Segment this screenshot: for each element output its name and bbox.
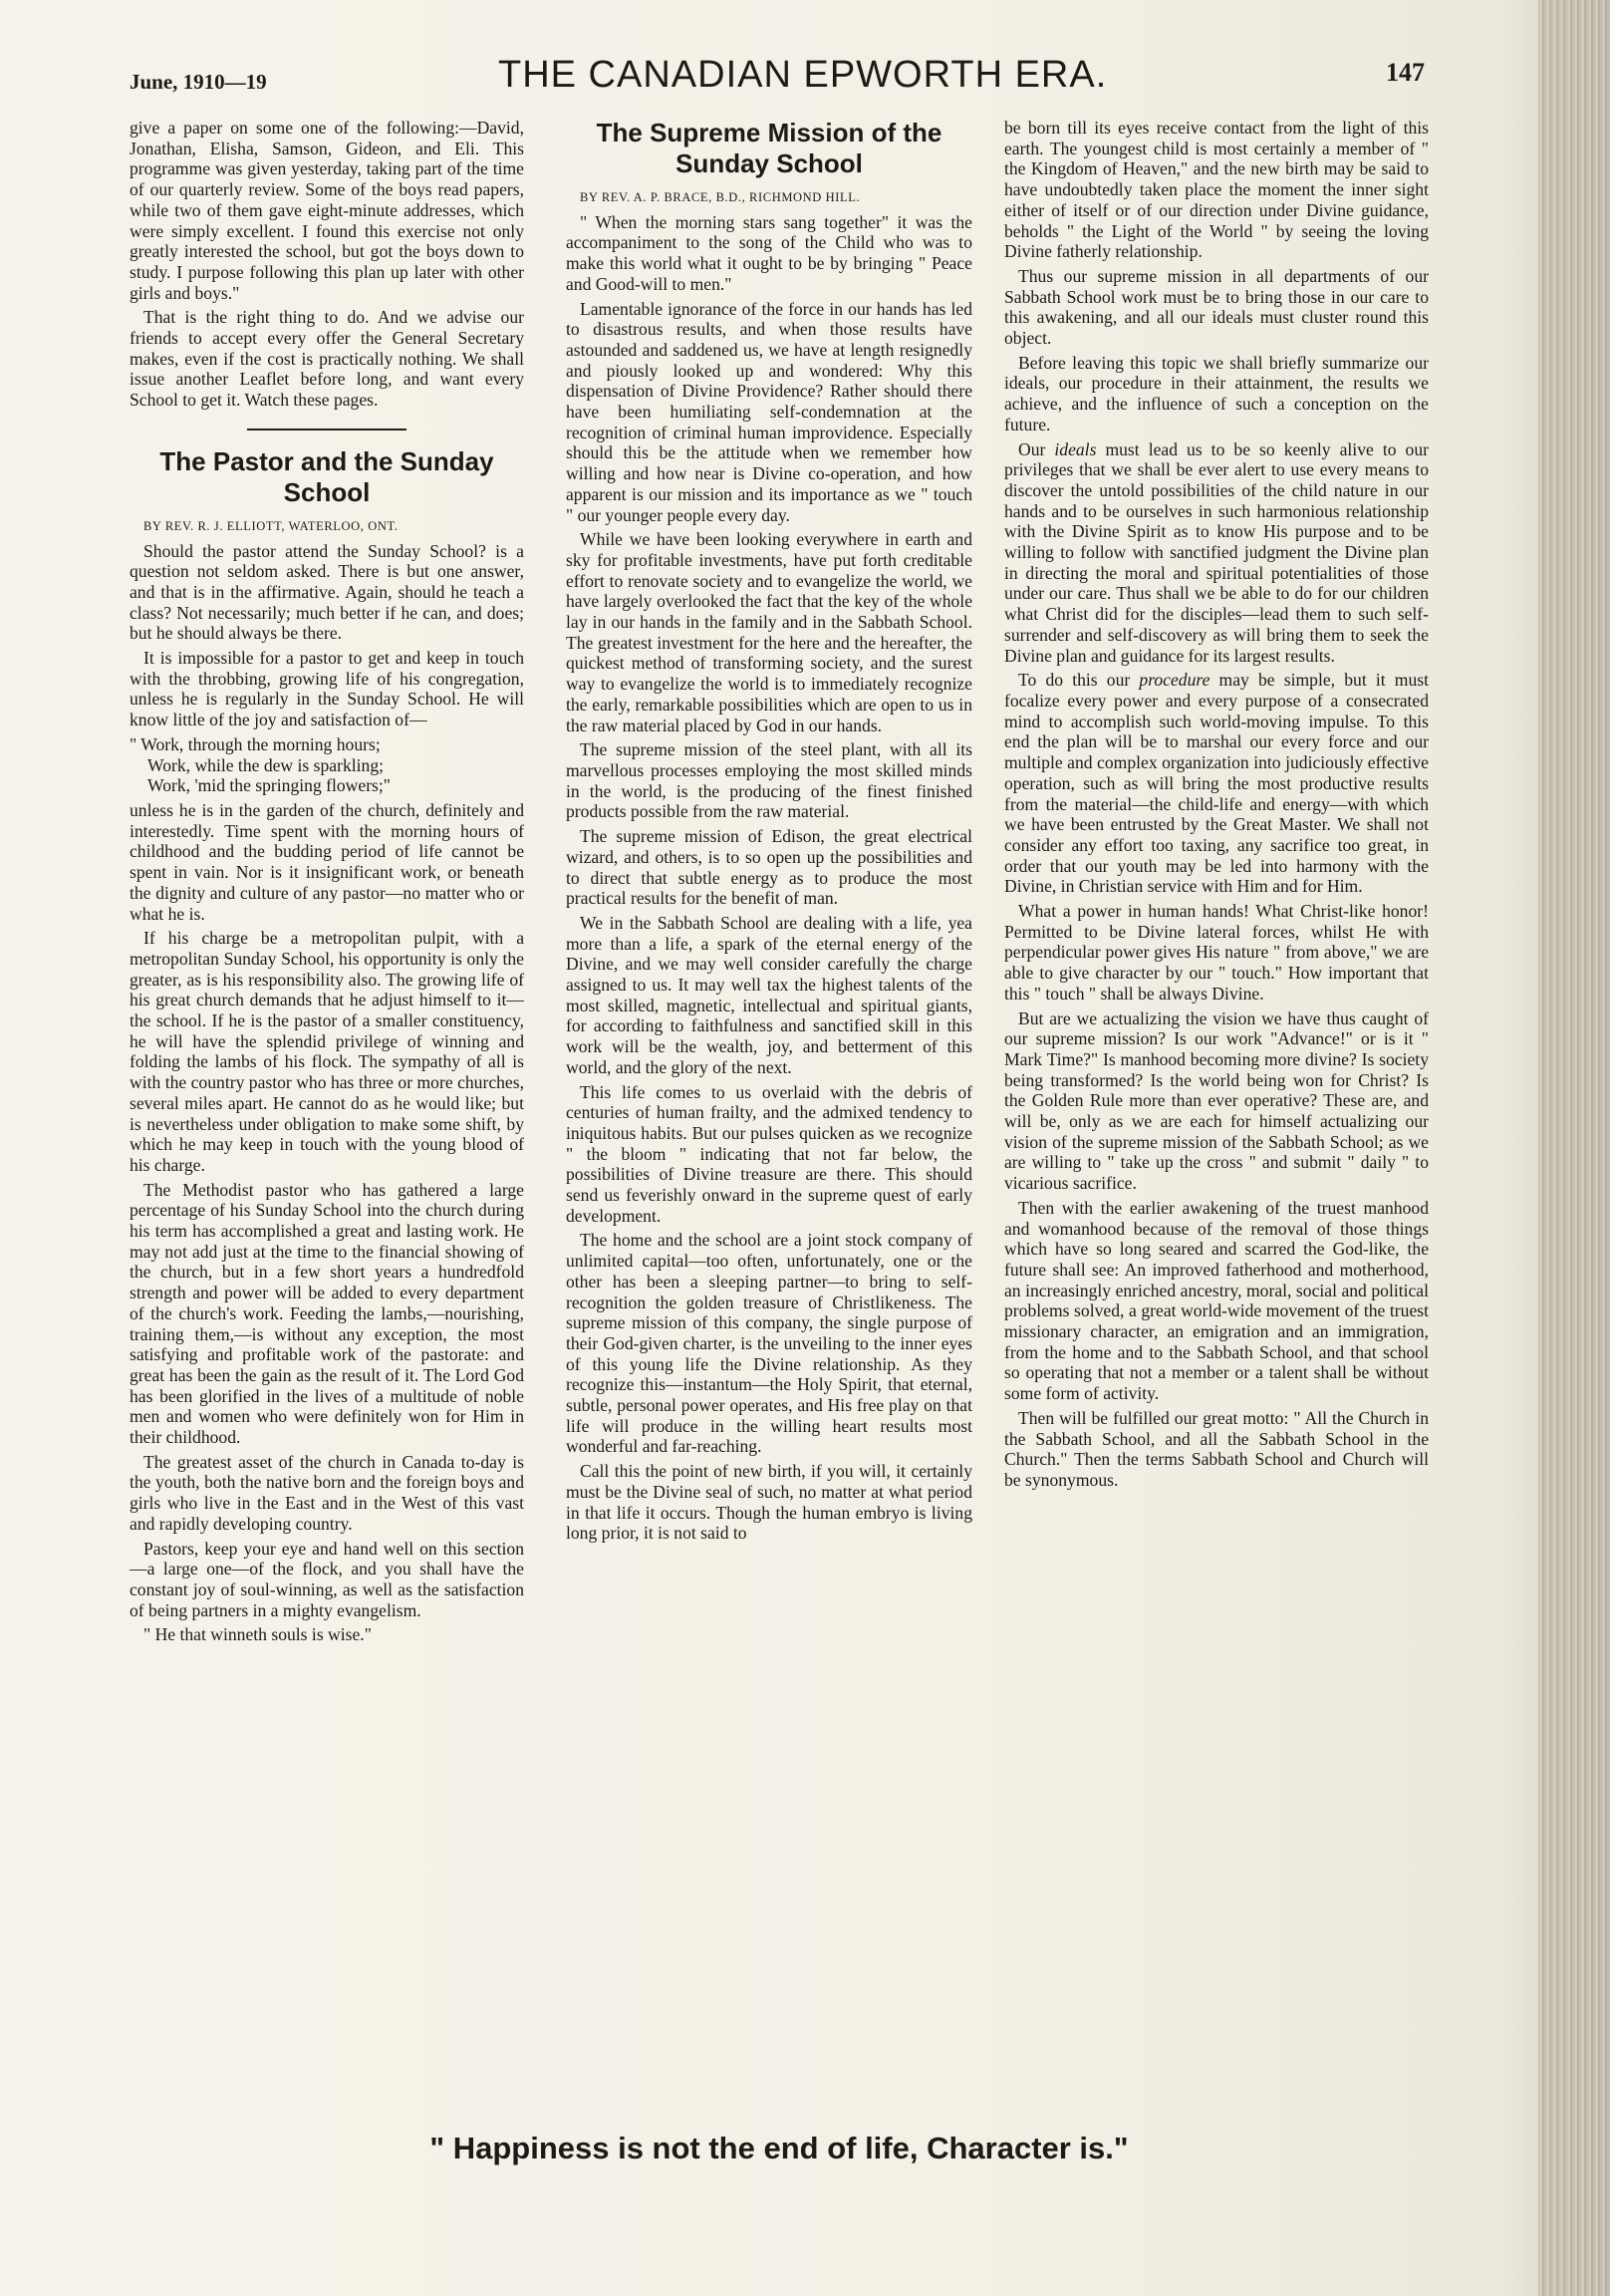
issue-date: June, 1910—19 — [130, 70, 267, 94]
column-1 — [130, 118, 524, 1649]
column-3 — [1004, 118, 1429, 1495]
book-binding-edge — [1538, 0, 1610, 2296]
paragraph: unless he is in the garden of the church, definitely and interestedly. Time spent with the morning hours of childhood and the budding period of life cannot be spent in vain. Nor is it insignificant work, or beneath the dignity and culture of any pastor—no matter who or what he is. — [130, 799, 524, 924]
article-byline: BY REV. R. J. ELLIOTT, WATERLOO, ONT. — [143, 518, 399, 533]
paragraph: Pastors, keep your eye and hand well on this section—a large one—of the flock, and you shall have the constant joy of soul-winning, as well as the satisfaction of being partners in a mighty evangelism. — [130, 1538, 524, 1620]
paragraph — [1004, 439, 1429, 667]
poem-line: Work, 'mid the springing flowers;" — [147, 775, 391, 796]
paragraph: Lamentable ignorance of the force in our hands has led to disastrous results, and when those results have astounded and saddened us, we have at length resignedly and piously looked up and wondered: Why this dispensation of Divine Providence? Rather should there have been humiliating self-condemnation at the recognition of criminal human improvidence. Especially should this be the attitude when we remember how willing and how near is Divine co-operation, and how apparent is our mission and its importance as we " touch " our younger people every day. — [566, 298, 972, 525]
emphasis: ideals — [1054, 438, 1097, 459]
article-title: The Supreme Mission of the Sunday School — [596, 118, 942, 178]
text-run: must lead us to be so keenly alive to our privileges that we shall be ever alert to use every means to discover the untold possibilities of the child nature in our hands and to be ourselves in such harmonious relationship with the Divine Spirit as to know His purpose and to be willing to follow with sanctified judgment the Divine plan in directing the moral and spiritual potentialities of those under our care. Thus shall we be able to do for our children what Christ did for the disciples—lead them to such self-surrender and self-discovery as will bring them to seek the Divine plan and guidance for its largest results. — [1004, 438, 1429, 666]
paragraph: Call this the point of new birth, if you will, it certainly must be the Divine seal of such, no matter at what period in that life it occurs. Though the human embryo is living long prior, it is not said to — [566, 1461, 972, 1544]
paragraph: Before leaving this topic we shall briefly summarize our ideals, our procedure in their attainment, the results we achieve, and the influence of such a conception on the future. — [1004, 352, 1429, 434]
poem-line: " Work, through the morning hours; — [130, 733, 381, 754]
paragraph: We in the Sabbath School are dealing with a life, yea more than a life, a spark of the eternal energy of the Divine, and we may well consider carefully the charge assigned to us. It may well tax the highest talents of the most skilled, magnetic, intellectual and spiritual giants, for according to faithfulness and sanctified skill in this work will be the wealth, joy, and betterment of this world, and the glory of the next. — [566, 912, 972, 1077]
paragraph: The Methodist pastor who has gathered a large percentage of his Sunday School into the church during his term has accomplished a great and lasting work. He may not add just at the time to the financial showing of the church, but in a few short years a hundredfold strength and power will be added to every department of the church's work. Feeding the lambs,—nourishing, training them,—is without any exception, the most satisfying and profitable work of the pastorate: and great has been the gain as the result of it. The Lord God has been glorified in the lives of a multitude of noble men and women who were definitely won for Him in their childhood. — [130, 1179, 524, 1448]
paragraph: " When the morning stars sang together" it was the accompaniment to the song of the Child who was to make this world what it ought to be by bringing " Peace and Good-will to men." — [566, 211, 972, 294]
paragraph: give a paper on some one of the following:—David, Jonathan, Elisha, Samson, Gideon, and Eli. This programme was given yesterday, taking part of the time of our quarterly review. Some of the boys read papers, while two of them gave eight-minute addresses, which were simply excellent. I found this exercise not only greatly interested the school, but got the boys down to study. I purpose following this plan up later with other girls and boys." — [130, 118, 524, 303]
paragraph — [1004, 670, 1429, 897]
paragraph: Then with the earlier awakening of the truest manhood and womanhood because of the removal of those things which have so long seared and scarred the God-like, the future shall see: An improved fatherhood and motherhood, an increasingly enriched ancestry, moral, social and political problems solved, a great world-wide movement of the truest missionary character, an emigration and an immigration, from the home and to the Sabbath School, and that school so operating that not a member or a talent shall be without some form of activity. — [1004, 1197, 1429, 1404]
page-header — [130, 52, 1425, 102]
poem-line: Work, while the dew is sparkling; — [147, 754, 385, 775]
paragraph: The supreme mission of Edison, the great electrical wizard, and others, is to so open up the possibilities and to direct that subtle energy as to produce the most practical results for the benefit of man. — [566, 826, 972, 909]
paragraph: Should the pastor attend the Sunday School? is a question not seldom asked. There is but one answer, and that is in the affirmative. Again, should he teach a class? Not necessarily; much better if he can, and does; but he should always be there. — [130, 540, 524, 644]
emphasis: procedure — [1139, 670, 1210, 691]
paragraph: The supreme mission of the steel plant, with all its marvellous processes employing the most skilled minds in the world, is the producing of the finest finished products possible from the raw material. — [566, 739, 972, 822]
paragraph: That is the right thing to do. And we advise our friends to accept every offer the General Secretary makes, even if the cost is practically nothing. We shall issue another Leaflet before long, and want every School to get it. Watch these pages. — [130, 307, 524, 411]
paragraph: What a power in human hands! What Christ-like honor! Permitted to be Divine lateral forces, whilst He with perpendicular power gives His nature " from above," we are able to give character by our " touch." How important that this " touch " shall be always Divine. — [1004, 901, 1429, 1004]
page-number: 147 — [1386, 58, 1425, 87]
paragraph: Thus our supreme mission in all departments of our Sabbath School work must be to bring those in our care to this awakening, and all our ideals must cluster round this object. — [1004, 265, 1429, 349]
paragraph: Then will be fulfilled our great motto: " All the Church in the Sabbath School, and all the Sabbath School in the Church." Then the terms Sabbath School and Church will be synonymous. — [1004, 1407, 1429, 1490]
paragraph: It is impossible for a pastor to get and keep in touch with the throbbing, growing life of his congregation, unless he is regularly in the Sunday School. He will know little of the joy and satisfaction of— — [130, 648, 524, 730]
paragraph: While we have been looking everywhere in earth and sky for profitable investments, have put forth creditable effort to renovate society and to evangelize the world, we have largely overlooked the fact that the key of the whole lay in our hands in the family and in the Sabbath School. The greatest investment for the here and the hereafter, the quickest method of transforming society, and the surest way to evangelize the world is to immediately recognize the early, remarkable possibilities which are open to us in the raw material placed by God in our hands. — [566, 529, 972, 735]
poem-quote — [130, 734, 524, 796]
paragraph: " He that winneth souls is wise." — [143, 1624, 372, 1645]
paragraph: This life comes to us overlaid with the debris of centuries of human frailty, and the admixed tendency to iniquitous habits. But our pulses quicken as we recognize " the bloom " indicating that not far below, the possibilities of Divine treasure are there. This should send us feverishly onward in the supreme quest of early development. — [566, 1081, 972, 1226]
text-run: To do this our — [1018, 670, 1140, 691]
section-divider — [247, 429, 406, 430]
paragraph: If his charge be a metropolitan pulpit, with a metropolitan Sunday School, his opportunity is only the greater, as is his responsibility also. The growing life of his great church demands that he adjust himself to it—the school. If he is the pastor of a smaller constituency, he will have the splendid privilege of winning and folding the lambs of his flock. The sympathy of all is with the country pastor who has three or more churches, several miles apart. He cannot do as he would like; but is nevertheless under obligation to make some shift, by which he may keep in touch with the young blood of his charge. — [130, 928, 524, 1175]
footer-motto: " Happiness is not the end of life, Character is." — [429, 2131, 1129, 2165]
paragraph: be born till its eyes receive contact from the light of this earth. The youngest child is most certainly a member of " the Kingdom of Heaven," and the new birth may be said to have undoubtedly taken place the moment the inner sight either of itself or of our direction under Divine guidance, beholds " the Light of the World " by seeing the loving Divine fatherly relationship. — [1004, 118, 1429, 262]
article-title: The Pastor and the Sunday School — [159, 445, 494, 507]
paragraph: The greatest asset of the church in Canada to-day is the youth, both the native born and the foreign boys and girls who live in the East and in the West of this vast and rapidly developing country. — [130, 1451, 524, 1534]
column-2 — [566, 118, 972, 1548]
paragraph: The home and the school are a joint stock company of unlimited capital—too often, unfortunately, one or the other has been a sleeping partner—to bring to self-recognition the golden treasure of Christlikeness. The supreme mission of this company, the single purpose of their God-given charter, is the unveiling to the inner eyes of this young life the Divine relationship. As they recognize this—instantum—the Holy Spirit, that eternal, subtle, personal power operates, and His free play on that life will produce in the willing heart results most wonderful and far-reaching. — [566, 1230, 972, 1457]
paragraph: But are we actualizing the vision we have thus caught of our supreme mission? Is our work "Advance!" or is it " Mark Time?" Is manhood becoming more divine? Is society being transformed? Is the world being won for Christ? Is the Golden Rule more than ever operative? These are, and will be, only as we are each for himself actualizing our vision of the supreme mission of the Sabbath School; as we are willing to " take up the cross " and submit " daily " to vicarious sacrifice. — [1004, 1007, 1429, 1194]
text-run: may be simple, but it must focalize every power and every purpose of a consecrated mind to accomplish such world-moving impulse. To this end the plan will be to marshal our every force and our multiple and complex organization into judiciously effective operation, such as will bring the most productive results from the material—the child-life and energy—with which we have been entrusted by the Great Master. We shall not consider any effort too taxing, any sacrifice too great, in order that our youth may be led into harmony with the Divine, in Christian service with Him and for Him. — [1004, 670, 1429, 897]
text-run: Our — [1018, 438, 1055, 459]
article-byline: BY REV. A. P. BRACE, B.D., RICHMOND HILL. — [580, 190, 861, 204]
masthead-title: THE CANADIAN EPWORTH ERA. — [498, 54, 1108, 96]
